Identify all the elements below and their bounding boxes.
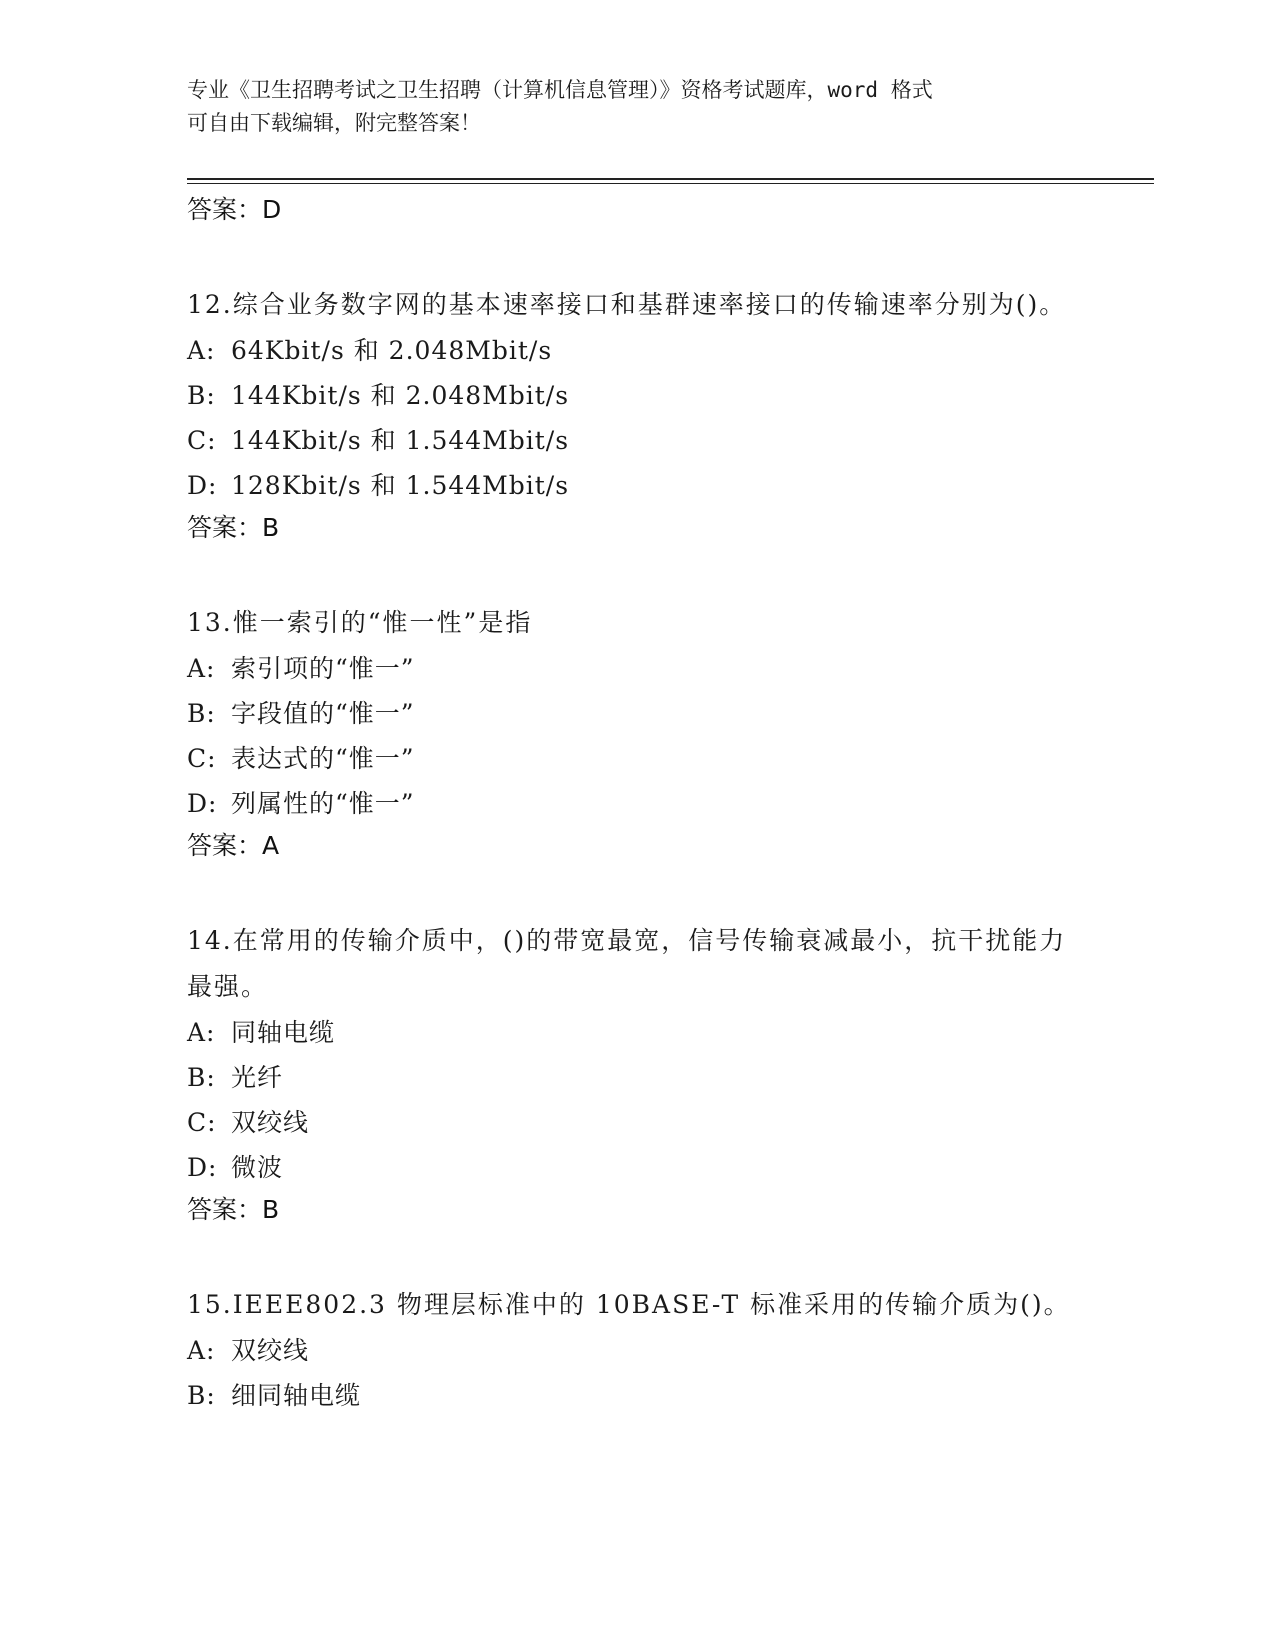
- option-key: D:: [187, 789, 218, 818]
- header-line-2: 可自由下载编辑，附完整答案！: [187, 111, 481, 135]
- question-list: [187, 190, 1087, 1418]
- option-key: B:: [187, 1381, 216, 1410]
- option-text: 64Kbit/s 和 2.048Mbit/s: [231, 336, 553, 365]
- option-key: C:: [187, 744, 217, 773]
- option-line: [187, 781, 1087, 826]
- option-key: B:: [187, 381, 216, 410]
- option-line: [187, 691, 1087, 736]
- option-key: A:: [187, 1336, 216, 1365]
- option-text: 字段值的“惟一”: [231, 699, 415, 728]
- option-line: [187, 1373, 1087, 1418]
- option-line: [187, 328, 1087, 373]
- option-text: 144Kbit/s 和 2.048Mbit/s: [231, 381, 570, 410]
- option-line: [187, 1328, 1087, 1373]
- option-line: [187, 646, 1087, 691]
- option-text: 144Kbit/s 和 1.544Mbit/s: [231, 426, 570, 455]
- answer-line: 答案：D: [187, 195, 282, 224]
- option-text: 双绞线: [231, 1108, 310, 1137]
- option-line: [187, 1145, 1087, 1190]
- option-line: [187, 1010, 1087, 1055]
- option-key: A:: [187, 1018, 216, 1047]
- option-line: [187, 736, 1087, 781]
- question-block: [187, 918, 1087, 1230]
- option-key: A:: [187, 336, 216, 365]
- question-text: 12.综合业务数字网的基本速率接口和基群速率接口的传输速率分别为()。: [187, 290, 1067, 319]
- option-text: 索引项的“惟一”: [231, 654, 415, 683]
- option-line: [187, 373, 1087, 418]
- answer-line: 答案：B: [187, 1195, 280, 1224]
- option-text: 128Kbit/s 和 1.544Mbit/s: [231, 471, 570, 500]
- option-text: 双绞线: [231, 1336, 310, 1365]
- option-key: C:: [187, 426, 217, 455]
- option-text: 同轴电缆: [231, 1018, 336, 1047]
- option-line: [187, 463, 1087, 508]
- question-text: 15.IEEE802.3 物理层标准中的 10BASE-T 标准采用的传输介质为()。: [187, 1290, 1071, 1319]
- question-text: 14.在常用的传输介质中，()的带宽最宽，信号传输衰减最小，抗干扰能力最强。: [187, 926, 1067, 1001]
- header-line-1: 专业《卫生招聘考试之卫生招聘（计算机信息管理）》资格考试题库，word 格式: [187, 78, 933, 102]
- option-key: A:: [187, 654, 216, 683]
- option-text: 光纤: [231, 1063, 284, 1092]
- question-block: [187, 282, 1087, 548]
- option-key: D:: [187, 471, 218, 500]
- option-line: [187, 1055, 1087, 1100]
- answer-line: 答案：A: [187, 831, 280, 860]
- option-text: 列属性的“惟一”: [231, 789, 415, 818]
- option-key: C:: [187, 1108, 217, 1137]
- answer-line: 答案：B: [187, 513, 280, 542]
- option-key: B:: [187, 699, 216, 728]
- question-block: [187, 600, 1087, 866]
- page-header: [187, 74, 1067, 140]
- question-text: 13.惟一索引的“惟一性”是指: [187, 608, 533, 637]
- option-text: 细同轴电缆: [231, 1381, 362, 1410]
- option-text: 表达式的“惟一”: [231, 744, 415, 773]
- option-line: [187, 418, 1087, 463]
- header-divider: [187, 178, 1154, 184]
- question-block: [187, 1282, 1087, 1418]
- option-key: B:: [187, 1063, 216, 1092]
- option-key: D:: [187, 1153, 218, 1182]
- option-text: 微波: [231, 1153, 284, 1182]
- option-line: [187, 1100, 1087, 1145]
